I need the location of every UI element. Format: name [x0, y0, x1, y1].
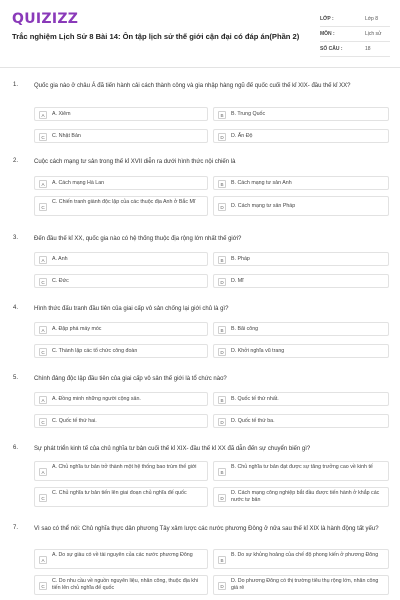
answer-option-c[interactable]: [34, 487, 208, 507]
answer-option-a[interactable]: [34, 252, 208, 266]
answer-letter: C: [39, 494, 47, 502]
answer-option-b[interactable]: [213, 549, 389, 569]
answer-text: A. Chủ nghĩa tư bản trở thành một hệ thống bao trùm thế giới: [52, 464, 197, 470]
answer-option-c[interactable]: [34, 575, 208, 595]
answer-letter: C: [39, 203, 47, 211]
answer-text: D. Quốc tế thứ ba.: [231, 418, 275, 424]
answer-option-b[interactable]: [213, 252, 389, 266]
answer-option-c[interactable]: [34, 344, 208, 358]
question-text: Hình thức đấu tranh đầu tiên của giai cấp vô sản chống lại giới chủ là gì?: [34, 306, 229, 312]
answer-letter: D: [218, 348, 226, 356]
answer-letter: C: [39, 278, 47, 286]
question-text: Vì sao có thể nói: Chủ nghĩa thực dân phương Tây xâm lược các nước phương Đông ở nửa sau thế kỉ XIX là hành động tất yếu?: [34, 526, 379, 532]
answer-text: D. Ấn Độ: [231, 133, 253, 139]
question-number: 5.: [13, 375, 19, 381]
meta-value: Lớp 8: [365, 16, 379, 22]
answer-option-d[interactable]: [213, 344, 389, 358]
answer-letter: A: [39, 256, 47, 264]
answer-letter: D: [218, 418, 226, 426]
answer-letter: B: [218, 111, 226, 119]
answer-text: A. Đồng minh những người cộng sản.: [52, 396, 141, 402]
answer-option-a[interactable]: [34, 176, 208, 190]
question-text: Cuộc cách mạng tư sản trong thế kỉ XVII diễn ra dưới hình thức nội chiến là: [34, 159, 236, 165]
question-number: 1.: [13, 82, 19, 88]
answer-text: D. Cách mạng công nghiệp bắt đầu được tiến hành ở khắp các nước tư bản: [231, 490, 380, 503]
answer-letter: C: [39, 133, 47, 141]
answer-option-d[interactable]: [213, 487, 389, 507]
answer-text: B. Trung Quốc: [231, 111, 266, 117]
answer-option-a[interactable]: [34, 549, 208, 569]
answer-text: C. Nhật Bản: [52, 133, 81, 139]
answer-text: D. Do phương Đông có thị trường tiêu thụ rộng lớn, nhân công giá rẻ: [231, 578, 379, 591]
question-text: Chính đảng độc lập đầu tiên của giai cấp vô sản thế giới là tổ chức nào?: [34, 376, 227, 382]
answer-option-d[interactable]: [213, 274, 389, 288]
question-text: Đến đầu thế kỉ XX, quốc gia nào có hệ thống thuộc địa rộng lớn nhất thế giới?: [34, 236, 242, 242]
question-text: Quốc gia nào ở châu Á đã tiến hành cải cách thành công và gia nhập hàng ngũ đế quốc cuối thế kỉ XIX- đầu thế kỉ XX?: [34, 83, 351, 89]
answer-text: B. Bãi công: [231, 326, 259, 332]
page-title: Trắc nghiệm Lịch Sử 8 Bài 14: Ôn tập lịch sử thế giới cận đại có đáp án(Phần 2): [12, 32, 300, 41]
answer-option-a[interactable]: [34, 392, 208, 406]
answer-text: B. Quốc tế thứ nhất.: [231, 396, 279, 402]
worksheet-header: [0, 0, 400, 68]
answer-text: A. Anh: [52, 256, 68, 262]
answer-text: C. Đức: [52, 278, 69, 284]
answer-option-b[interactable]: [213, 392, 389, 406]
answer-letter: D: [218, 494, 226, 502]
answer-letter: A: [39, 396, 47, 404]
answer-letter: D: [218, 278, 226, 286]
answer-text: D. Khởi nghĩa vũ trang: [231, 348, 285, 354]
question-text: Sự phát triển kinh tế của chủ nghĩa tư bản cuối thế kỉ XIX- đầu thế kỉ XX đã dẫn đến sự chuyển biến gì?: [34, 446, 311, 452]
answer-option-c[interactable]: [34, 196, 208, 216]
answer-letter: B: [218, 326, 226, 334]
answer-letter: A: [39, 180, 47, 188]
worksheet-meta: [320, 12, 390, 57]
answer-text: A. Xiêm: [52, 111, 71, 117]
meta-row-grade: [320, 12, 390, 27]
meta-row-subject: [320, 27, 390, 42]
answer-text: A. Do sự giàu có về tài nguyên của các nước phương Đông: [52, 552, 193, 558]
answer-text: B. Cách mạng tư sản Anh: [231, 180, 292, 186]
answer-letter: C: [39, 418, 47, 426]
answer-letter: C: [39, 348, 47, 356]
answer-letter: C: [39, 582, 47, 590]
answer-option-c[interactable]: [34, 274, 208, 288]
question-list: [0, 68, 400, 600]
answer-letter: B: [218, 396, 226, 404]
answer-text: B. Do sự khủng hoảng của chế độ phong kiến ở phương Đông: [231, 552, 379, 558]
answer-letter: A: [39, 468, 47, 476]
meta-value: Lịch sử: [365, 31, 382, 37]
answer-option-b[interactable]: [213, 107, 389, 121]
answer-option-b[interactable]: [213, 322, 389, 336]
answer-text: C. Quốc tế thứ hai.: [52, 418, 97, 424]
quizizz-logo: QUIZIZZ: [12, 11, 79, 27]
question-number: 4.: [13, 305, 19, 311]
answer-text: C. Thành lập các tổ chức công đoàn: [52, 348, 138, 354]
answer-option-c[interactable]: [34, 414, 208, 428]
answer-option-a[interactable]: [34, 322, 208, 336]
answer-text: C. Chiến tranh giành độc lập của các thuộc địa Anh ở Bắc Mĩ: [52, 199, 196, 205]
answer-letter: B: [218, 180, 226, 188]
question-number: 3.: [13, 235, 19, 241]
meta-value: 18: [365, 46, 371, 52]
answer-text: C. Do nhu cầu về nguồn nguyên liệu, nhân công, thuộc địa khi tiến lên chủ nghĩa đế quốc: [52, 578, 199, 591]
answer-letter: A: [39, 326, 47, 334]
meta-label: SỐ CÂU :: [320, 46, 343, 52]
meta-label: LỚP :: [320, 16, 334, 22]
answer-letter: B: [218, 256, 226, 264]
answer-text: D. Mĩ: [231, 278, 244, 284]
answer-text: B. Pháp: [231, 256, 250, 262]
meta-row-count: [320, 42, 390, 57]
answer-option-c[interactable]: [34, 129, 208, 143]
question-number: 2.: [13, 158, 19, 164]
answer-text: B. Chủ nghĩa tư bản đạt được sự tăng trưởng cao về kinh tế: [231, 464, 373, 470]
answer-option-b[interactable]: [213, 461, 389, 481]
meta-label: MÔN :: [320, 31, 335, 37]
answer-letter: D: [218, 582, 226, 590]
question-number: 6.: [13, 445, 19, 451]
answer-letter: B: [218, 468, 226, 476]
answer-letter: D: [218, 133, 226, 141]
answer-option-b[interactable]: [213, 176, 389, 190]
answer-option-a[interactable]: [34, 461, 208, 481]
answer-option-d[interactable]: [213, 129, 389, 143]
answer-option-d[interactable]: [213, 575, 389, 595]
answer-text: D. Cách mạng tư sản Pháp: [231, 203, 296, 209]
answer-option-d[interactable]: [213, 196, 389, 216]
answer-option-a[interactable]: [34, 107, 208, 121]
answer-letter: D: [218, 203, 226, 211]
answer-text: C. Chủ nghĩa tư bản tiến lên giai đoạn chủ nghĩa đế quốc: [52, 490, 187, 496]
answer-text: A. Cách mạng Hà Lan: [52, 180, 105, 186]
answer-letter: B: [218, 556, 226, 564]
answer-letter: A: [39, 111, 47, 119]
answer-option-d[interactable]: [213, 414, 389, 428]
answer-text: A. Đập phá máy móc: [52, 326, 102, 332]
question-number: 7.: [13, 525, 19, 531]
answer-letter: A: [39, 556, 47, 564]
